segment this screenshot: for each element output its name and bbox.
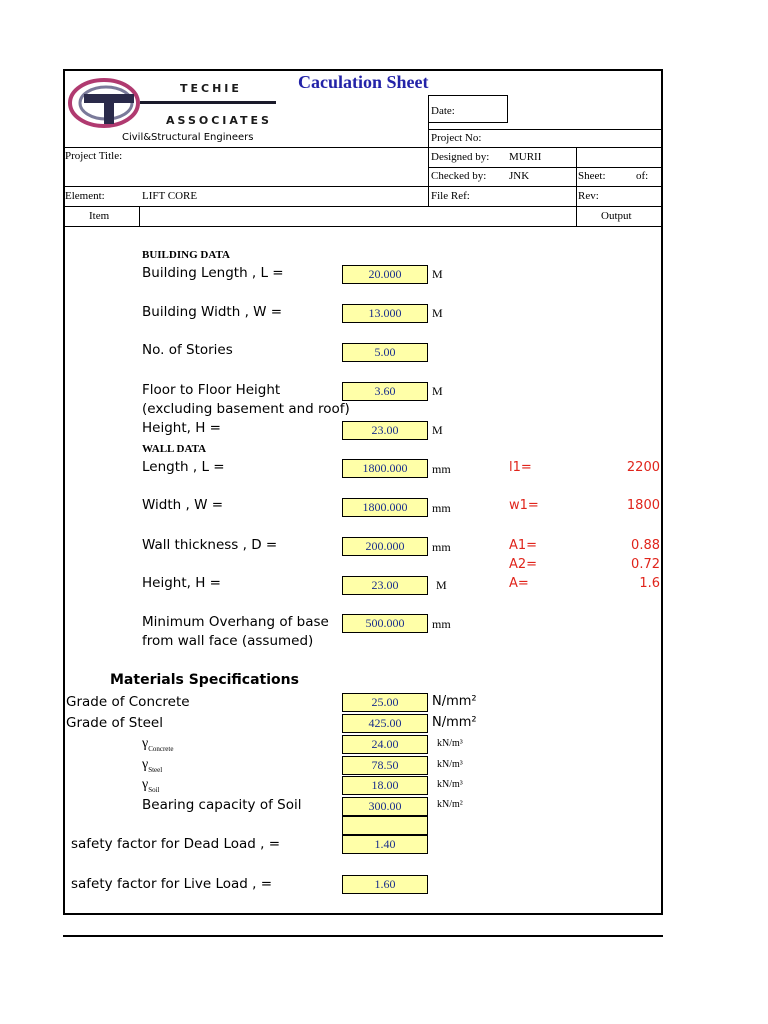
floor-height-unit: M — [432, 384, 443, 398]
building-height-label: Height, H = — [142, 420, 221, 436]
gamma-concrete-label: $\gamma_{Concrete}$ — [142, 736, 174, 753]
building-data-heading: BUILDING DATA — [142, 249, 230, 261]
stories-input[interactable]: 5.00 — [342, 343, 428, 362]
bearing-capacity-unit: kN/m² — [437, 799, 463, 810]
floor-height-label: Floor to Floor Height — [142, 382, 281, 398]
project-no-label: Project No: — [431, 132, 482, 144]
element-value: LIFT CORE — [142, 190, 198, 202]
divider — [428, 122, 508, 123]
floor-height-note: (excluding basement and roof) — [142, 401, 350, 417]
gamma-soil-unit: kN/m³ — [437, 779, 463, 790]
materials-heading: Materials Specifications — [110, 672, 299, 688]
wall-length-unit: mm — [432, 462, 451, 476]
output-column-header: Output — [601, 210, 632, 222]
gamma-steel-input[interactable]: 78.50 — [342, 756, 428, 775]
company-name-line1: TECHIE — [180, 82, 242, 95]
file-ref-label: File Ref: — [431, 190, 470, 202]
wall-width-input[interactable]: 1800.000 — [342, 498, 428, 517]
divider — [576, 147, 577, 227]
w1-label: w1= — [509, 498, 539, 513]
concrete-grade-unit: N/mm² — [432, 694, 477, 709]
overhang-input[interactable]: 500.000 — [342, 614, 428, 633]
checked-by-value: JNK — [509, 170, 530, 182]
gamma-concrete-unit: kN/m³ — [437, 738, 463, 749]
steel-grade-unit: N/mm² — [432, 715, 477, 730]
divider — [63, 226, 663, 227]
building-length-unit: M — [432, 267, 443, 281]
divider — [139, 206, 140, 226]
a-value: 1.6 — [639, 576, 660, 591]
stories-label: No. of Stories — [142, 342, 233, 358]
divider — [428, 129, 663, 130]
wall-height-input[interactable]: 23.00 — [342, 576, 428, 595]
gamma-soil-input[interactable]: 18.00 — [342, 776, 428, 795]
sf-live-load-label: safety factor for Live Load , = — [71, 876, 273, 892]
wall-length-input[interactable]: 1800.000 — [342, 459, 428, 478]
wall-thickness-label: Wall thickness , D = — [142, 537, 278, 553]
company-name-line2: ASSOCIATES — [166, 114, 272, 127]
sheet-title: Caculation Sheet — [298, 72, 429, 92]
w1-value: 1800 — [626, 498, 660, 513]
company-tagline: Civil&Structural Engineers — [122, 132, 254, 143]
wall-height-unit: M — [436, 578, 447, 592]
a1-label: A1= — [509, 538, 538, 553]
gamma-concrete-input[interactable]: 24.00 — [342, 735, 428, 754]
wall-width-label: Width , W = — [142, 497, 224, 513]
designed-by-value: MURII — [509, 151, 542, 163]
concrete-grade-label: Grade of Concrete — [66, 694, 190, 710]
building-height-input[interactable]: 23.00 — [342, 421, 428, 440]
wall-thickness-input[interactable]: 200.000 — [342, 537, 428, 556]
a-label: A= — [509, 576, 529, 591]
wall-length-label: Length , L = — [142, 459, 225, 475]
building-length-label: Building Length , L = — [142, 265, 284, 281]
sheet-label: Sheet: — [578, 170, 606, 182]
date-label: Date: — [431, 105, 455, 117]
a2-value: 0.72 — [631, 557, 660, 572]
wall-data-heading: WALL DATA — [142, 443, 207, 455]
overhang-label: Minimum Overhang of base — [142, 614, 329, 630]
overhang-unit: mm — [432, 617, 451, 631]
divider — [428, 95, 508, 96]
item-column-header: Item — [89, 210, 110, 222]
divider — [428, 95, 429, 207]
a1-value: 0.88 — [631, 538, 660, 553]
bearing-capacity-input[interactable]: 300.00 — [342, 797, 428, 816]
building-width-label: Building Width , W = — [142, 304, 283, 320]
building-width-unit: M — [432, 306, 443, 320]
blank-input[interactable] — [342, 816, 428, 835]
rev-label: Rev: — [578, 190, 599, 202]
sf-dead-load-input[interactable]: 1.40 — [342, 835, 428, 854]
concrete-grade-input[interactable]: 25.00 — [342, 693, 428, 712]
of-label: of: — [636, 170, 649, 182]
divider — [428, 167, 663, 168]
sf-dead-load-label: safety factor for Dead Load , = — [71, 836, 281, 852]
building-width-input[interactable]: 13.000 — [342, 304, 428, 323]
project-title-label: Project Title: — [65, 150, 123, 162]
steel-grade-label: Grade of Steel — [66, 715, 163, 731]
wall-thickness-unit: mm — [432, 540, 451, 554]
gamma-steel-unit: kN/m³ — [437, 759, 463, 770]
l1-value: 2200 — [626, 460, 660, 475]
steel-grade-input[interactable]: 425.00 — [342, 714, 428, 733]
l1-label: l1= — [509, 460, 532, 475]
wall-height-label: Height, H = — [142, 575, 221, 591]
building-length-input[interactable]: 20.000 — [342, 265, 428, 284]
overhang-note: from wall face (assumed) — [142, 633, 314, 649]
building-height-unit: M — [432, 423, 443, 437]
divider — [63, 206, 663, 207]
sf-live-load-input[interactable]: 1.60 — [342, 875, 428, 894]
designed-by-label: Designed by: — [431, 151, 490, 163]
wall-width-unit: mm — [432, 501, 451, 515]
checked-by-label: Checked by: — [431, 170, 487, 182]
gamma-soil-label: $\gamma_{Soil}$ — [142, 777, 160, 794]
bearing-capacity-label: Bearing capacity of Soil — [142, 797, 302, 813]
footer-rule — [63, 935, 663, 937]
element-label: Element: — [65, 190, 105, 202]
floor-height-input[interactable]: 3.60 — [342, 382, 428, 401]
divider — [63, 186, 663, 187]
divider — [507, 95, 508, 123]
divider — [63, 147, 663, 148]
a2-label: A2= — [509, 557, 538, 572]
gamma-steel-label: $\gamma_{Steel}$ — [142, 757, 163, 774]
